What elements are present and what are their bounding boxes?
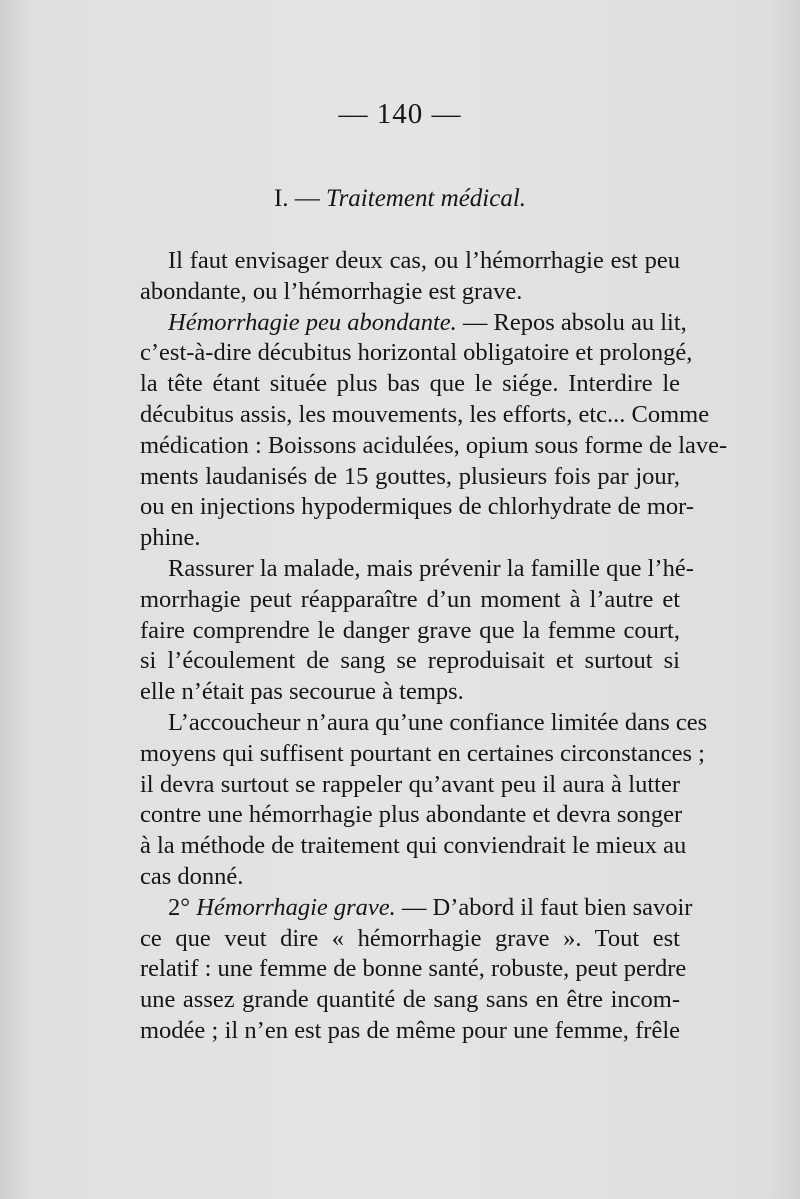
section-title: Traitement médical. <box>326 185 527 212</box>
text-line <box>140 893 693 924</box>
section-heading <box>0 185 800 213</box>
text-segment: moyens qui suffisent pourtant en certaines circonstances ; <box>140 739 705 767</box>
text-line <box>140 308 687 339</box>
text-line <box>140 246 680 277</box>
text-line <box>140 400 710 431</box>
text-line <box>140 1016 680 1047</box>
text-line <box>140 646 680 677</box>
text-segment: elle n’était pas secourue à temps. <box>140 678 464 706</box>
text-line <box>140 554 694 585</box>
section-dash: — <box>294 185 320 212</box>
text-segment: — Repos absolu au lit, <box>456 308 687 336</box>
text-segment: abondante, ou l’hémorrhagie est grave. <box>140 277 523 305</box>
text-segment: une assez grande quantité de sang sans en être incom- <box>140 986 680 1014</box>
text-line <box>140 831 687 862</box>
text-segment: décubitus assis, les mouvements, les efforts, etc... Comme <box>140 400 710 428</box>
text-segment: modée ; il n’en est pas de même pour une femme, frêle <box>140 1016 680 1044</box>
text-segment: ou en injections hypodermiques de chlorhydrate de mor- <box>140 493 695 521</box>
text-line <box>140 862 680 893</box>
text-line <box>140 770 680 801</box>
text-segment: Il faut envisager deux cas, ou l’hémorrhagie est peu <box>168 247 680 274</box>
text-line <box>140 523 680 554</box>
text-line <box>140 924 680 955</box>
text-segment: Rassurer la malade, mais prévenir la famille que l’hé- <box>168 554 694 582</box>
text-line <box>140 492 695 523</box>
text-line <box>140 677 680 708</box>
text-line <box>140 338 693 369</box>
text-segment: ce que veut dire « hémorrhagie grave ». Tout est <box>140 924 680 952</box>
text-line <box>140 277 680 308</box>
text-line <box>140 739 705 770</box>
text-segment: cas donné. <box>140 862 244 890</box>
text-segment: — D’abord il faut bien savoir <box>395 893 693 921</box>
text-line <box>140 462 680 493</box>
section-number: I. <box>273 185 289 212</box>
text-segment: 2° <box>168 893 197 921</box>
italic-text-segment: Hémorrhagie grave. <box>196 893 396 921</box>
text-segment: L’accoucheur n’aura qu’une confiance limitée dans ces <box>168 708 708 736</box>
text-segment: c’est-à-dire décubitus horizontal obligatoire et prolongé, <box>140 339 693 367</box>
italic-text-segment: Hémorrhagie peu abondante. <box>168 308 457 336</box>
text-segment: à la méthode de traitement qui conviendrait le mieux au <box>140 832 687 860</box>
text-segment: morrhagie peut réapparaître d’un moment à l’autre et <box>140 585 680 613</box>
text-line <box>140 800 683 831</box>
text-line <box>140 708 708 739</box>
text-line <box>140 431 728 462</box>
text-segment: contre une hémorrhagie plus abondante et devra songer <box>140 801 683 829</box>
text-segment: médication : Boissons acidulées, opium sous forme de lave- <box>140 431 728 459</box>
text-segment: il devra surtout se rappeler qu’avant peu il aura à lutter <box>140 770 680 798</box>
text-segment: ments laudanisés de 15 gouttes, plusieurs fois par jour, <box>140 462 680 490</box>
page-number: — 140 — <box>338 98 462 130</box>
text-segment: la tête étant située plus bas que le siége. Interdire le <box>140 370 680 398</box>
text-line <box>140 954 687 985</box>
text-line <box>140 985 680 1016</box>
text-segment: phine. <box>140 524 201 552</box>
text-segment: si l’écoulement de sang se reproduisait et surtout si <box>140 647 680 675</box>
text-line <box>140 369 680 400</box>
text-segment: faire comprendre le danger grave que la femme court, <box>140 616 680 644</box>
body-text <box>140 246 728 1047</box>
text-line <box>140 616 680 647</box>
text-segment: relatif : une femme de bonne santé, robuste, peut perdre <box>140 955 687 983</box>
text-line <box>140 585 680 616</box>
